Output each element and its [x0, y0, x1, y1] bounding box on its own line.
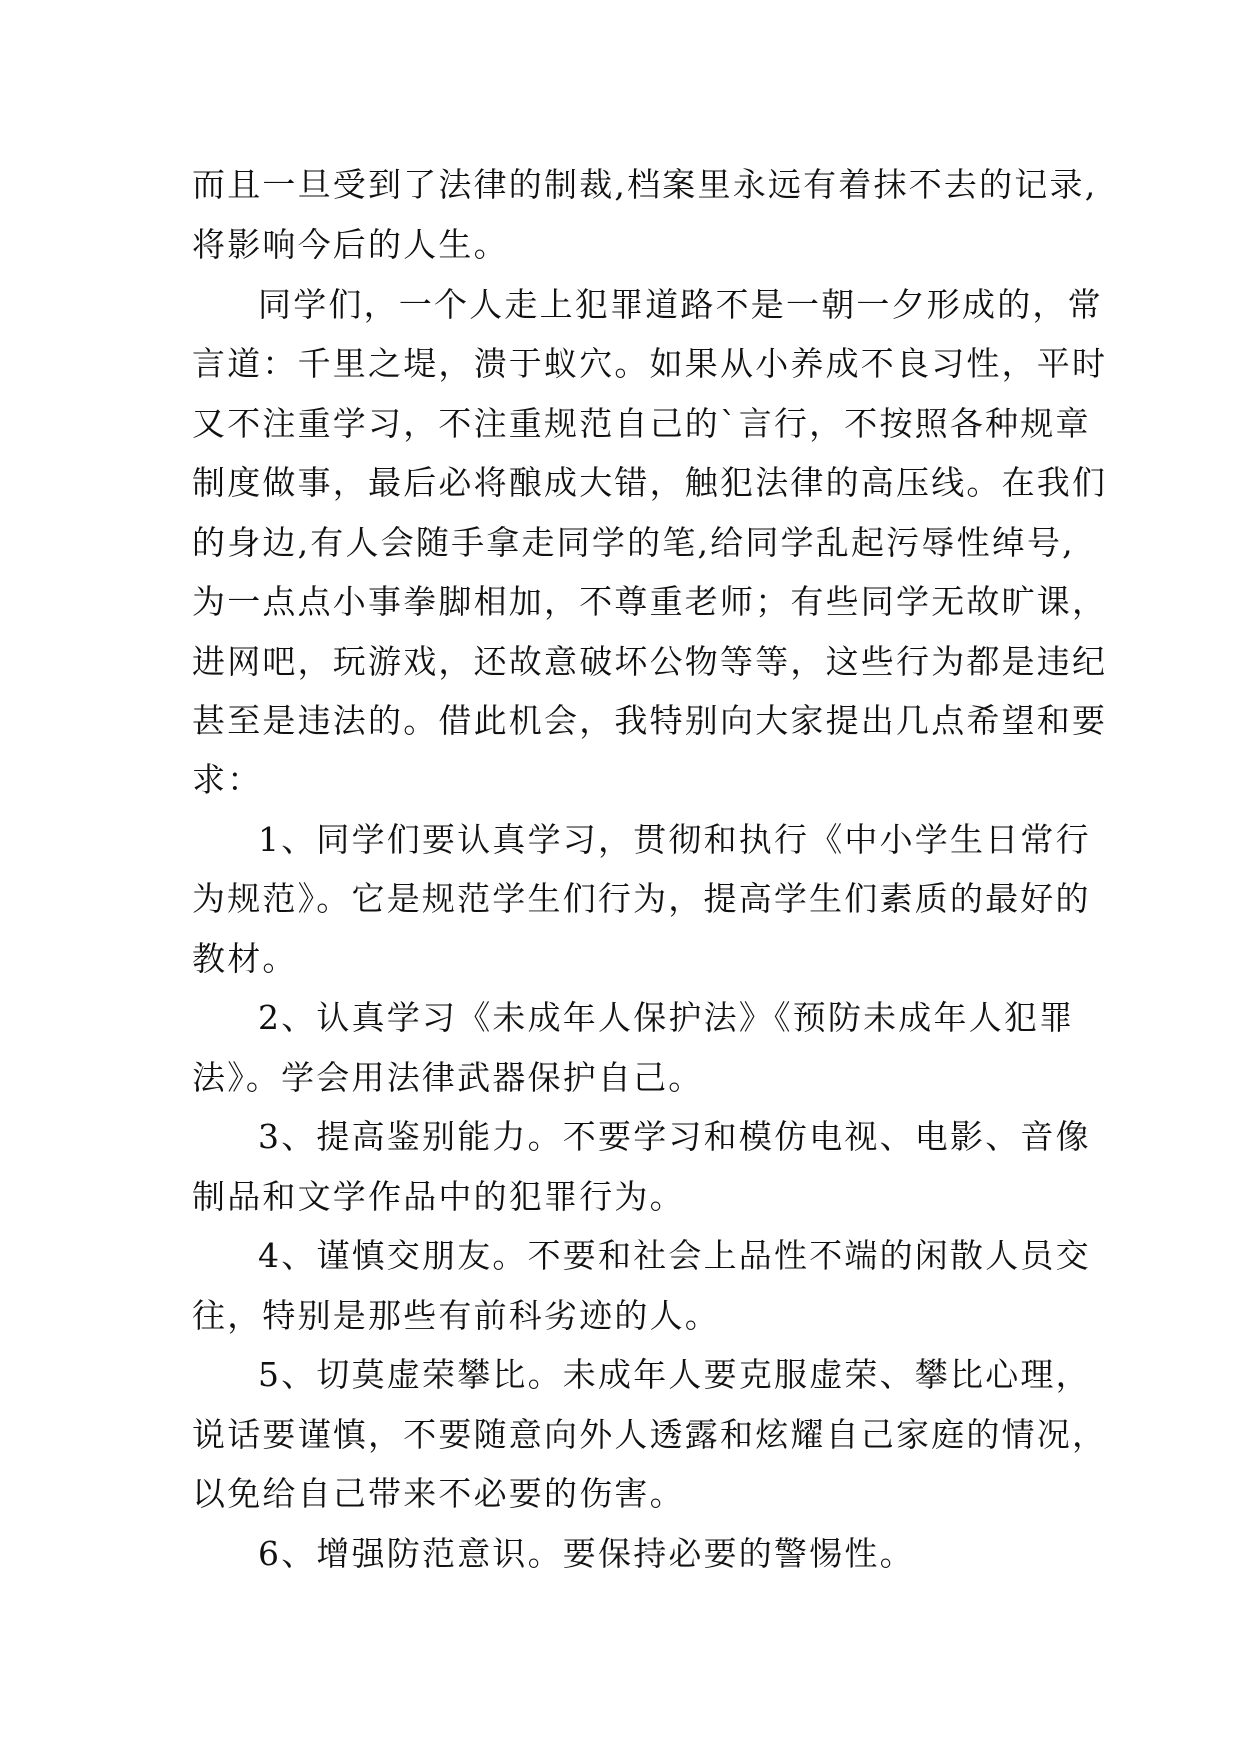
text-line: 的身边,有人会随手拿走同学的笔,给同学乱起污辱性绰号,: [192, 523, 1075, 562]
text-line: 进网吧，玩游戏，还故意破坏公物等等，这些行为都是违纪: [192, 642, 1108, 681]
list-item-1: 1、同学们要认真学习，贯彻和执行《中小学生日常行: [258, 820, 1091, 859]
text-line: 制品和文学作品中的犯罪行为。: [192, 1177, 685, 1216]
text-line: 以免给自己带来不必要的伤害。: [192, 1474, 685, 1513]
text-line: 甚至是违法的。借此机会，我特别向大家提出几点希望和要: [192, 701, 1108, 740]
text-line: 制度做事，最后必将酿成大错，触犯法律的高压线。在我们: [192, 463, 1108, 502]
list-item-5: 5、切莫虚荣攀比。未成年人要克服虚荣、攀比心理，: [258, 1355, 1091, 1394]
text-line: 求：: [192, 760, 263, 799]
list-item-4: 4、谨慎交朋友。不要和社会上品性不端的闲散人员交: [258, 1236, 1091, 1275]
text-line: 为一点点小事拳脚相加，不尊重老师；有些同学无故旷课，: [192, 582, 1108, 621]
text-line: 言道：千里之堤，溃于蚁穴。如果从小养成不良习性，平时: [192, 344, 1108, 383]
paragraph-first-line: 同学们，一个人走上犯罪道路不是一朝一夕形成的，常: [258, 285, 1103, 324]
list-item-6: 6、增强防范意识。要保持必要的警惕性。: [258, 1534, 915, 1573]
text-line: 教材。: [192, 939, 298, 978]
text-line: 法》。学会用法律武器保护自己。: [192, 1058, 704, 1097]
text-line: 将影响今后的人生。: [192, 225, 509, 264]
text-line: 又不注重学习，不注重规范自己的`言行，不按照各种规章: [192, 404, 1091, 443]
text-line: 而且一旦受到了法律的制裁,档案里永远有着抹不去的记录,: [192, 165, 1098, 204]
text-line: 说话要谨慎，不要随意向外人透露和炫耀自己家庭的情况，: [192, 1415, 1108, 1454]
list-item-3: 3、提高鉴别能力。不要学习和模仿电视、电影、音像: [258, 1117, 1091, 1156]
text-line: 往，特别是那些有前科劣迹的人。: [192, 1296, 720, 1335]
text-line: 为规范》。它是规范学生们行为，提高学生们素质的最好的: [192, 879, 1091, 918]
list-item-2: 2、认真学习《未成年人保护法》《预防未成年人犯罪: [258, 998, 1075, 1037]
